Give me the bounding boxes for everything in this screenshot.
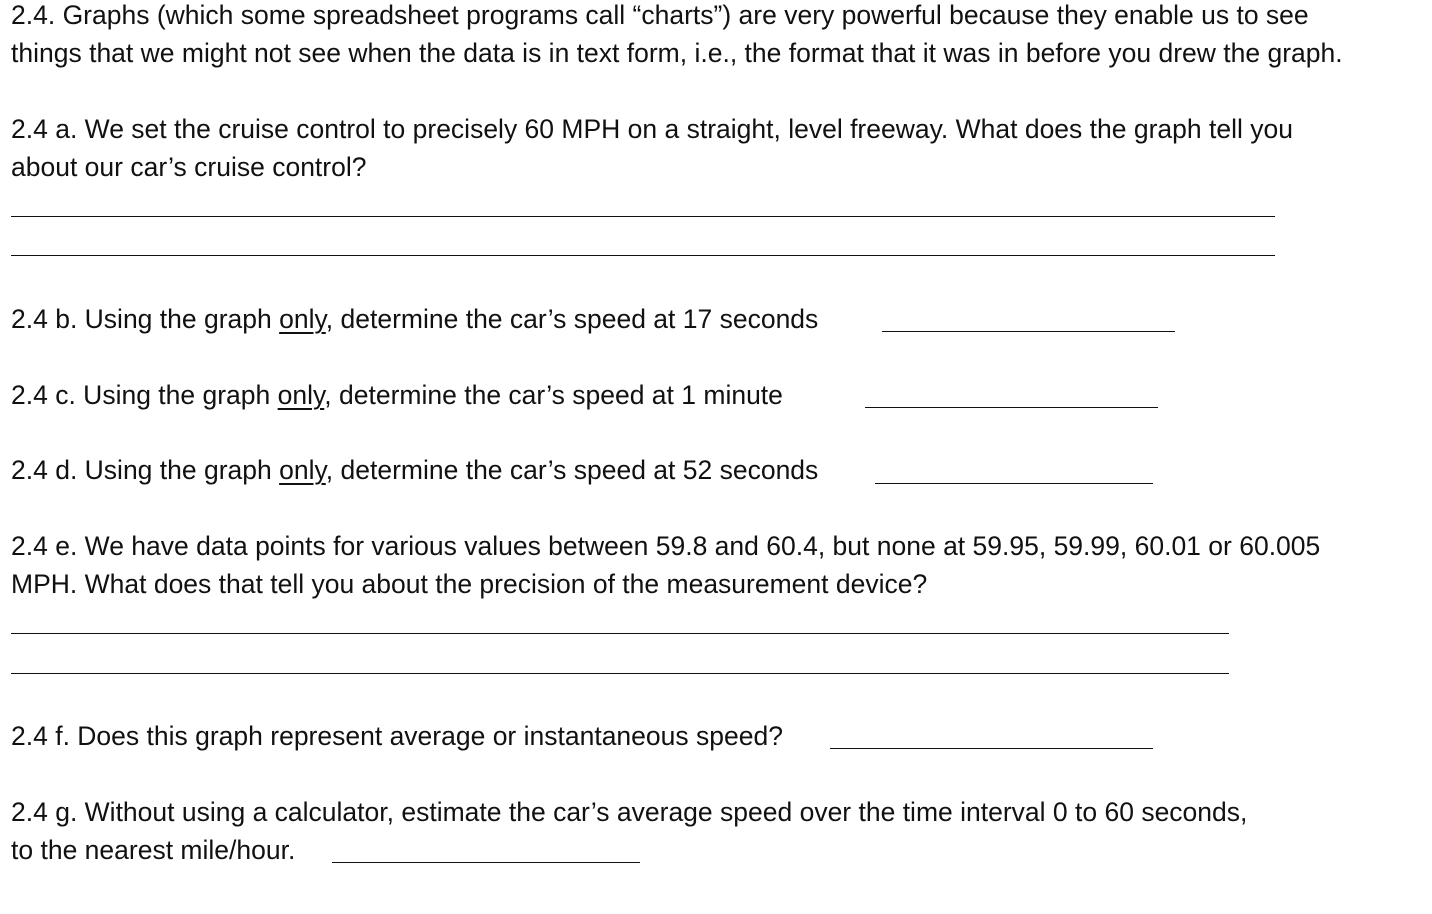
question-2-4-f: 2.4 f. Does this graph represent average or instantaneous speed? <box>11 721 783 751</box>
answer-blank-b[interactable] <box>882 331 1175 332</box>
question-2-4-b <box>11 300 818 338</box>
answer-line-a-2[interactable] <box>11 255 1275 256</box>
answer-blank-d[interactable] <box>875 483 1153 484</box>
answer-blank-g[interactable] <box>332 862 640 863</box>
question-d-emphasis: only <box>279 455 326 485</box>
question-b-prefix: 2.4 b. Using the graph <box>11 304 280 334</box>
answer-blank-c[interactable] <box>865 407 1158 408</box>
question-2-4-d <box>11 451 818 489</box>
question-d-suffix: , determine the car’s speed at 52 seconds <box>325 455 819 485</box>
question-d-prefix: 2.4 d. Using the graph <box>11 455 280 485</box>
answer-line-e-2[interactable] <box>11 673 1229 674</box>
question-b-emphasis: only <box>279 304 326 334</box>
answer-line-e-1[interactable] <box>11 633 1229 634</box>
question-c-suffix: , determine the car’s speed at 1 minute <box>324 380 783 410</box>
question-c-prefix: 2.4 c. Using the graph <box>11 380 278 410</box>
answer-blank-f[interactable] <box>830 748 1153 749</box>
question-2-4-e: 2.4 e. We have data points for various values between 59.8 and 60.4, but none at 59.95, 59.99, 60.01 or 60.005 MPH. What does that tell you about the precision of the measurement device? <box>11 531 1328 599</box>
question-2-4-c <box>11 376 783 414</box>
question-c-emphasis: only <box>277 380 325 410</box>
question-2-4-g-line-1: 2.4 g. Without using a calculator, estimate the car’s average speed over the time interval 0 to 60 seconds, <box>11 797 1248 827</box>
answer-line-a-1[interactable] <box>11 216 1275 217</box>
question-b-suffix: , determine the car’s speed at 17 seconds <box>325 304 819 334</box>
question-2-4-g-line-2: to the nearest mile/hour. <box>11 835 296 865</box>
question-2-4-a: 2.4 a. We set the cruise control to precisely 60 MPH on a straight, level freeway. What does the graph tell you about our car’s cruise control? <box>11 114 1301 182</box>
intro-paragraph: 2.4. Graphs (which some spreadsheet programs call “charts”) are very powerful because they enable us to see things that we might not see when the data is in text form, i.e., the format that it was in before you drew the graph. <box>11 0 1343 68</box>
